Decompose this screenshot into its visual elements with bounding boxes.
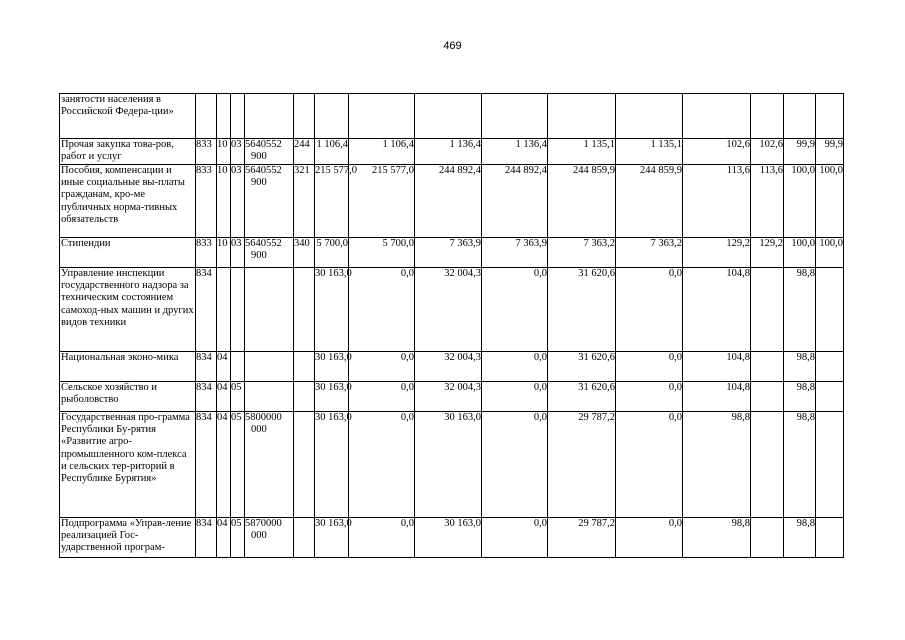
csr-code — [245, 412, 294, 518]
table-row — [60, 518, 874, 558]
amount-cell-2: 215 577,0 — [349, 165, 415, 238]
amount-cell-2: 0,0 — [349, 382, 415, 412]
percent-cell-3: 99,9 — [784, 139, 816, 165]
csr-code-line1: 5870000 — [245, 518, 282, 529]
pr-code: 05 — [231, 382, 245, 412]
percent-cell-4: 100,0 — [816, 238, 844, 268]
amount-cell-2: 0,0 — [349, 352, 415, 382]
ved-code: 833 — [196, 139, 217, 165]
amount-cell-2: 0,0 — [349, 412, 415, 518]
amount-cell-2: 1 106,4 — [349, 139, 415, 165]
csr-code-line1: 5800000 — [245, 412, 282, 423]
rz-code: 04 — [217, 518, 231, 558]
amount-cell-2: 5 700,0 — [349, 238, 415, 268]
percent-cell-1: 104,8 — [683, 268, 751, 352]
percent-cell-1: 129,2 — [683, 238, 751, 268]
rz-code — [217, 268, 231, 352]
amount-cell-3: 7 363,9 — [415, 238, 482, 268]
amount-cell-3: 1 136,4 — [415, 139, 482, 165]
csr-code-line2: 900 — [251, 250, 267, 262]
amount-cell-3: 244 892,4 — [415, 165, 482, 238]
amount-cell-5: 7 363,2 — [548, 238, 616, 268]
percent-cell-3: 98,8 — [784, 382, 816, 412]
percent-cell-2 — [751, 518, 784, 558]
row-name: Государственная про-грамма Республики Бу-рятия «Развитие агро-промышленного ком-плекса и сельских тер-риторий в Республике Бурятия» — [60, 412, 196, 518]
amount-cell-2: 0,0 — [349, 518, 415, 558]
percent-cell-4 — [816, 268, 844, 352]
table-row — [60, 165, 874, 238]
vr-code — [294, 352, 315, 382]
row-name: занятости населения в Российской Федера-ции» — [60, 94, 196, 139]
percent-cell-1: 98,8 — [683, 412, 751, 518]
vr-code: 340 — [294, 238, 315, 268]
percent-cell-3: 100,0 — [784, 238, 816, 268]
row-name: Стипендии — [60, 238, 196, 268]
vr-code: 244 — [294, 139, 315, 165]
vr-code — [294, 94, 315, 139]
amount-cell-5: 31 620,6 — [548, 382, 616, 412]
page-number: 469 — [443, 40, 462, 52]
amount-cell-6: 0,0 — [616, 518, 683, 558]
amount-cell-5: 29 787,2 — [548, 412, 616, 518]
ved-code: 834 — [196, 382, 217, 412]
csr-code — [245, 94, 294, 139]
percent-cell-1: 98,8 — [683, 518, 751, 558]
amount-cell-3: 30 163,0 — [415, 412, 482, 518]
rz-code — [217, 94, 231, 139]
amount-cell-1: 30 163,0 — [315, 412, 349, 518]
row-name: Сельское хозяйство и рыболовство — [60, 382, 196, 412]
csr-code-line2: 000 — [251, 530, 267, 542]
table-row — [60, 268, 874, 352]
percent-cell-1 — [683, 94, 751, 139]
percent-cell-3: 98,8 — [784, 352, 816, 382]
csr-code — [245, 352, 294, 382]
amount-cell-4: 0,0 — [482, 412, 548, 518]
row-name: Управление инспекции государственного надзора за техническим состоянием самоход-ных машин и других видов техники — [60, 268, 196, 352]
csr-code — [245, 382, 294, 412]
amount-cell-6: 0,0 — [616, 412, 683, 518]
amount-cell-5: 1 135,1 — [548, 139, 616, 165]
csr-code-line2: 900 — [251, 177, 267, 189]
amount-cell-2 — [349, 94, 415, 139]
amount-cell-4: 1 136,4 — [482, 139, 548, 165]
percent-cell-4 — [816, 94, 844, 139]
amount-cell-6: 1 135,1 — [616, 139, 683, 165]
pr-code — [231, 94, 245, 139]
amount-cell-3 — [415, 94, 482, 139]
percent-cell-1: 113,6 — [683, 165, 751, 238]
percent-cell-4 — [816, 352, 844, 382]
csr-code-line2: 900 — [251, 151, 267, 163]
amount-cell-1: 30 163,0 — [315, 518, 349, 558]
vr-code — [294, 518, 315, 558]
amount-cell-4: 0,0 — [482, 382, 548, 412]
ved-code: 834 — [196, 518, 217, 558]
csr-code — [245, 518, 294, 558]
ved-code: 834 — [196, 352, 217, 382]
amount-cell-6: 0,0 — [616, 382, 683, 412]
percent-cell-3: 100,0 — [784, 165, 816, 238]
pr-code: 05 — [231, 518, 245, 558]
vr-code: 321 — [294, 165, 315, 238]
csr-code-line2: 000 — [251, 424, 267, 436]
percent-cell-4 — [816, 518, 844, 558]
percent-cell-4: 100,0 — [816, 165, 844, 238]
amount-cell-3: 32 004,3 — [415, 382, 482, 412]
percent-cell-1: 104,8 — [683, 352, 751, 382]
amount-cell-1: 30 163,0 — [315, 382, 349, 412]
percent-cell-2 — [751, 412, 784, 518]
amount-cell-4: 244 892,4 — [482, 165, 548, 238]
percent-cell-4 — [816, 412, 844, 518]
row-name: Пособия, компенсации и иные социальные вы-платы гражданам, кро-ме публичных норма-тивных обязательств — [60, 165, 196, 238]
amount-cell-3: 32 004,3 — [415, 268, 482, 352]
amount-cell-5: 244 859,9 — [548, 165, 616, 238]
amount-cell-4: 0,0 — [482, 268, 548, 352]
table-row — [60, 94, 874, 139]
ved-code: 833 — [196, 165, 217, 238]
amount-cell-3: 32 004,3 — [415, 352, 482, 382]
amount-cell-4: 0,0 — [482, 518, 548, 558]
percent-cell-2 — [751, 352, 784, 382]
vr-code — [294, 412, 315, 518]
ved-code: 834 — [196, 412, 217, 518]
pr-code — [231, 352, 245, 382]
amount-cell-1: 5 700,0 — [315, 238, 349, 268]
table-row — [60, 238, 874, 268]
rz-code: 04 — [217, 352, 231, 382]
amount-cell-1: 30 163,0 — [315, 352, 349, 382]
percent-cell-2: 102,6 — [751, 139, 784, 165]
pr-code: 05 — [231, 412, 245, 518]
rz-code: 04 — [217, 412, 231, 518]
percent-cell-3: 98,8 — [784, 518, 816, 558]
amount-cell-6: 0,0 — [616, 352, 683, 382]
row-name: Прочая закупка това-ров, работ и услуг — [60, 139, 196, 165]
amount-cell-6 — [616, 94, 683, 139]
csr-code — [245, 165, 294, 238]
csr-code-line1: 5640552 — [245, 238, 282, 249]
ved-code — [196, 94, 217, 139]
percent-cell-1: 102,6 — [683, 139, 751, 165]
percent-cell-2 — [751, 382, 784, 412]
pr-code: 03 — [231, 139, 245, 165]
csr-code-line1: 5640552 — [245, 165, 282, 176]
csr-code-line1: 5640552 — [245, 139, 282, 150]
percent-cell-4: 99,9 — [816, 139, 844, 165]
rz-code: 10 — [217, 238, 231, 268]
percent-cell-2: 113,6 — [751, 165, 784, 238]
amount-cell-5 — [548, 94, 616, 139]
amount-cell-6: 0,0 — [616, 268, 683, 352]
percent-cell-3: 98,8 — [784, 268, 816, 352]
amount-cell-4: 0,0 — [482, 352, 548, 382]
percent-cell-1: 104,8 — [683, 382, 751, 412]
percent-cell-2 — [751, 268, 784, 352]
amount-cell-5: 31 620,6 — [548, 268, 616, 352]
budget-table — [59, 93, 874, 558]
percent-cell-2 — [751, 94, 784, 139]
percent-cell-3 — [784, 94, 816, 139]
table-row — [60, 412, 874, 518]
ved-code: 833 — [196, 238, 217, 268]
vr-code — [294, 268, 315, 352]
pr-code: 03 — [231, 165, 245, 238]
rz-code: 10 — [217, 165, 231, 238]
amount-cell-6: 244 859,9 — [616, 165, 683, 238]
vr-code — [294, 382, 315, 412]
ved-code: 834 — [196, 268, 217, 352]
row-name: Национальная эконо-мика — [60, 352, 196, 382]
amount-cell-3: 30 163,0 — [415, 518, 482, 558]
table-row — [60, 352, 874, 382]
amount-cell-2: 0,0 — [349, 268, 415, 352]
table-row — [60, 139, 874, 165]
percent-cell-4 — [816, 382, 844, 412]
pr-code: 03 — [231, 238, 245, 268]
percent-cell-3: 98,8 — [784, 412, 816, 518]
pr-code — [231, 268, 245, 352]
rz-code: 10 — [217, 139, 231, 165]
amount-cell-6: 7 363,2 — [616, 238, 683, 268]
csr-code — [245, 268, 294, 352]
row-name: Подпрограмма «Управ-ление реализацией Гос-ударственной програм- — [60, 518, 196, 558]
amount-cell-1 — [315, 94, 349, 139]
amount-cell-1: 1 106,4 — [315, 139, 349, 165]
table-row — [60, 382, 874, 412]
percent-cell-2: 129,2 — [751, 238, 784, 268]
amount-cell-5: 29 787,2 — [548, 518, 616, 558]
csr-code — [245, 139, 294, 165]
rz-code: 04 — [217, 382, 231, 412]
amount-cell-1: 215 577,0 — [315, 165, 349, 238]
amount-cell-5: 31 620,6 — [548, 352, 616, 382]
amount-cell-4 — [482, 94, 548, 139]
csr-code — [245, 238, 294, 268]
amount-cell-4: 7 363,9 — [482, 238, 548, 268]
amount-cell-1: 30 163,0 — [315, 268, 349, 352]
